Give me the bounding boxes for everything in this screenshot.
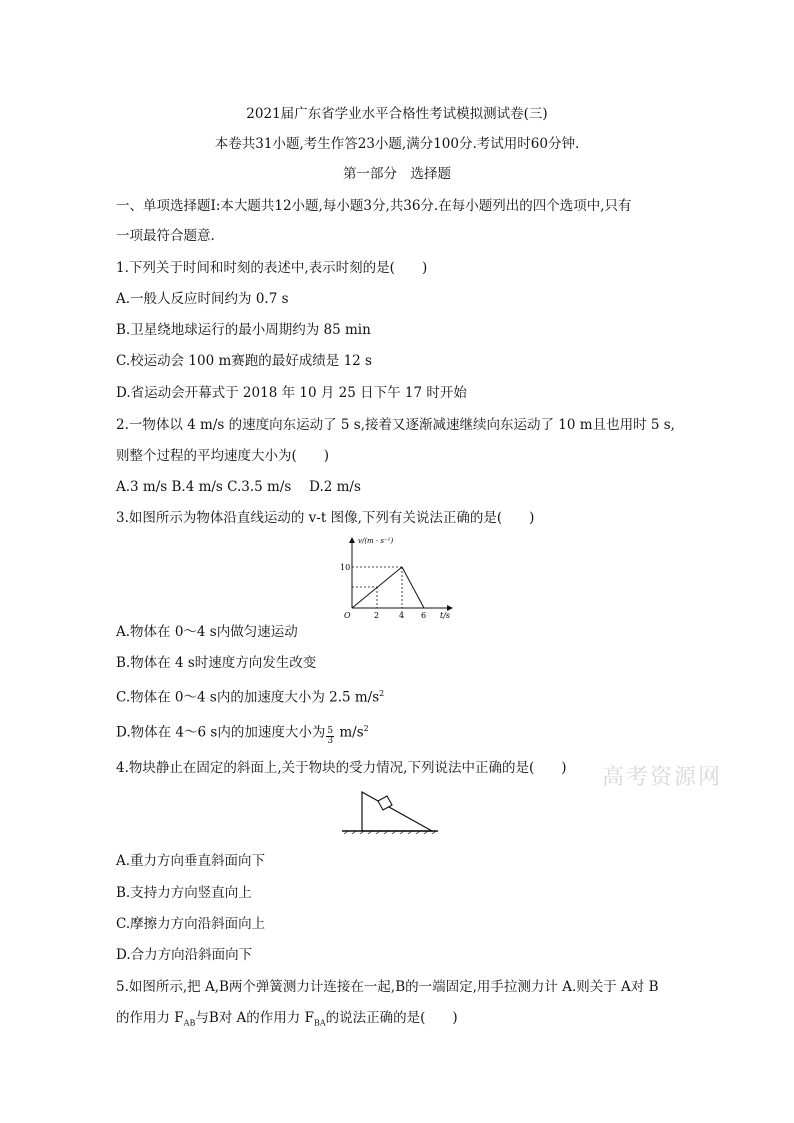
q5-stem-line-1: 5.如图所示,把 A,B两个弹簧测力计连接在一起,B的一端固定,用手拉测力计 A.则关于 A对 B [116,979,659,995]
y-tick-10: 10 [340,563,351,572]
q4-option-c: C.摩擦力方向沿斜面向上 [116,916,266,932]
q3-vt-graph [330,532,460,622]
q5-stem-text-2: 与B对 A的作用力 F [195,1010,314,1026]
x-tick-2: 2 [374,611,380,620]
q1-option-b: B.卫星绕地球运行的最小周期约为 85 min [116,322,371,338]
q4-incline-figure [340,786,440,834]
exam-title: 2021届广东省学业水平合格性考试模拟测试卷(三) [246,106,548,122]
fraction [326,727,334,746]
q3-option-c-exponent: 2 [379,689,385,698]
q3-option-d-text: D.物体在 4～6 s内的加速度大小为 [116,724,326,741]
q5-subscript-ab: AB [183,1018,196,1028]
fraction-numerator: 5 [327,725,334,736]
part-heading: 第一部分 选择题 [343,166,451,182]
t-axis-label: t/s [440,611,451,620]
q4-option-b: B.支持力方向竖直向上 [116,885,252,901]
velocity-line-fall [402,567,424,608]
q3-option-c [116,684,384,708]
q2-stem-line-1: 2.一物体以 4 m/s 的速度向东运动了 5 s,接着又逐渐减速继续向东运动了 10 m且也用时 5 s, [116,417,675,433]
q4-option-d: D.合力方向沿斜面向下 [116,947,253,963]
q1-option-a: A.一般人反应时间约为 0.7 s [116,291,289,307]
q3-option-d [116,719,369,746]
section-intro-line-1: 一、单项选择题Ⅰ:本大题共12小题,每小题3分,共36分.在每小题列出的四个选项中,只有 [116,198,632,214]
q4-option-a: A.重力方向垂直斜面向下 [116,853,266,869]
watermark: 高考资源网 [602,765,723,790]
q5-stem-text-1: 的作用力 F [116,1010,184,1026]
q1-option-d: D.省运动会开幕式于 2018 年 10 月 25 日下午 17 时开始 [116,385,467,401]
q5-stem-line-2 [116,1008,458,1034]
q3-stem: 3.如图所示为物体沿直线运动的 v-t 图像,下列有关说法正确的是( ) [116,510,535,526]
q4-stem: 4.物块静止在固定的斜面上,关于物块的受力情况,下列说法中正确的是( ) [116,760,567,776]
q3-option-a: A.物体在 0～4 s内做匀速运动 [116,624,298,640]
x-tick-4: 4 [399,611,405,620]
incline-triangle [362,792,432,831]
q1-stem: 1.下列关于时间和时刻的表述中,表示时刻的是( ) [116,260,428,276]
q3-option-c-text: C.物体在 0～4 s内的加速度大小为 2.5 m/s [116,689,380,706]
section-intro-line-2: 一项最符合题意. [116,228,215,244]
exam-instructions: 本卷共31小题,考生作答23小题,满分100分.考试用时60分钟. [214,136,580,152]
q5-stem-text-3: 的说法正确的是( ) [325,1010,458,1026]
x-tick-6: 6 [421,611,427,620]
q3-option-b: B.物体在 4 s时速度方向发生改变 [116,655,317,671]
q1-option-c: C.校运动会 100 m赛跑的最好成绩是 12 s [116,353,372,369]
q3-option-d-exponent: 2 [363,724,369,733]
origin-label: O [344,611,351,620]
fraction-denominator: 3 [327,735,334,746]
v-axis-label: v/(m · s⁻¹) [358,537,394,545]
q3-option-d-unit: m/s [335,724,364,741]
q5-subscript-ba: BA [313,1018,326,1028]
q2-options: A.3 m/s B.4 m/s C.3.5 m/s D.2 m/s [116,479,361,495]
q2-stem-line-2: 则整个过程的平均速度大小为( ) [116,448,330,464]
